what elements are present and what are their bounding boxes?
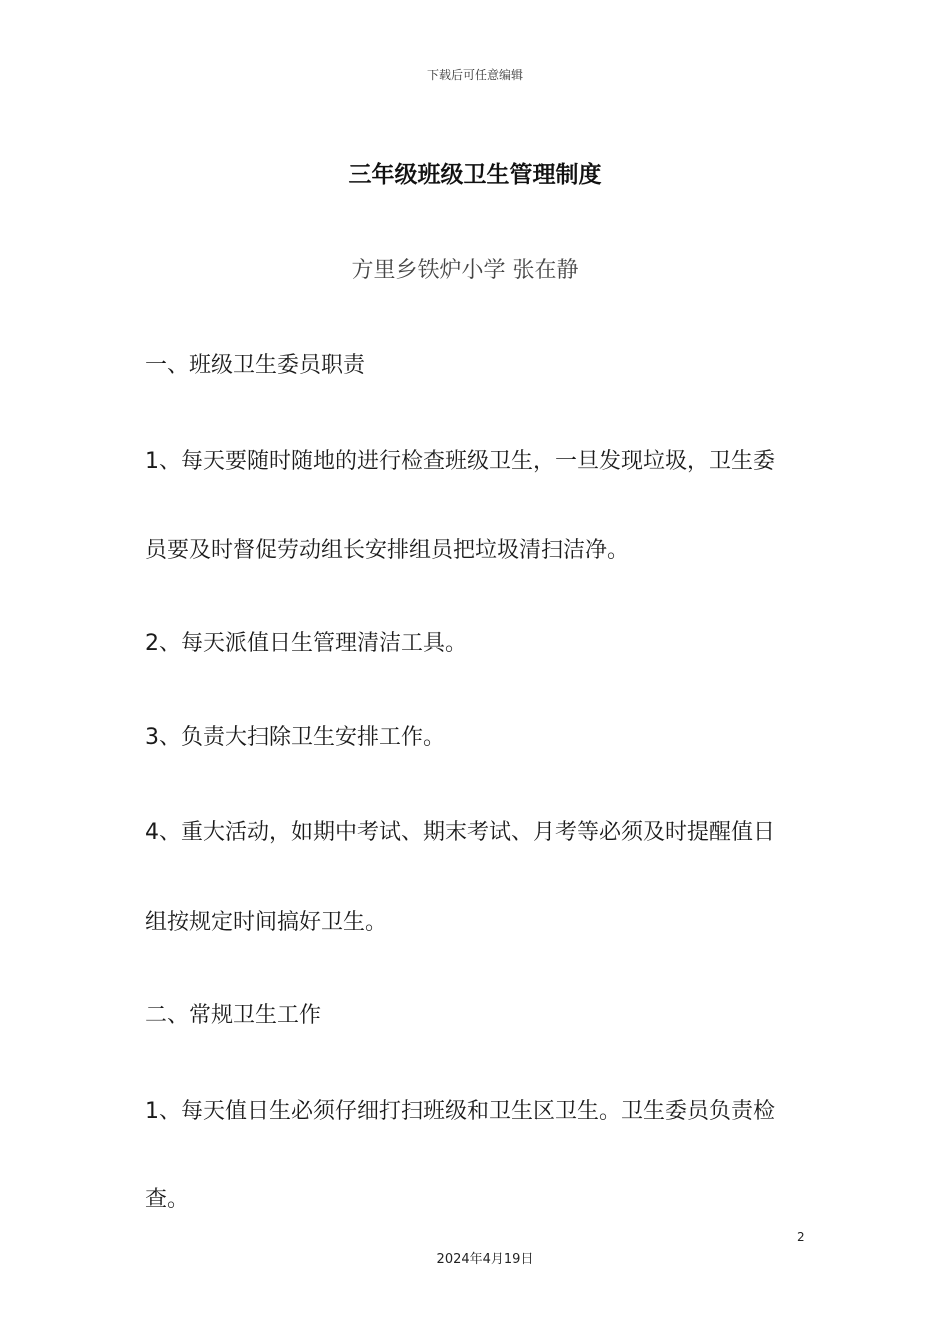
footer-date: 2024年4月19日: [436, 1252, 534, 1267]
paragraph-line: 1、每天要随时随地的进行检查班级卫生，一旦发现垃圾，卫生委: [145, 449, 775, 474]
document-author: 方里乡铁炉小学 张在静: [351, 258, 579, 283]
paragraph-line: 组按规定时间搞好卫生。: [145, 910, 388, 935]
paragraph-line: 1、每天值日生必须仔细打扫班级和卫生区卫生。卫生委员负责检: [145, 1099, 775, 1124]
paragraph-line: 4、重大活动，如期中考试、期末考试、月考等必须及时提醒值日: [145, 820, 775, 845]
section-heading-1: 一、班级卫生委员职责: [145, 353, 366, 378]
paragraph-line: 员要及时督促劳动组长安排组员把垃圾清扫洁净。: [145, 538, 630, 563]
header-note: 下载后可任意编辑: [426, 68, 523, 82]
paragraph-line: 3、负责大扫除卫生安排工作。: [145, 725, 445, 750]
paragraph-line: 查。: [145, 1187, 190, 1212]
section-heading-2: 二、常规卫生工作: [145, 1003, 322, 1028]
page-number: 2: [797, 1230, 805, 1244]
paragraph-line: 2、每天派值日生管理清洁工具。: [145, 631, 467, 656]
document-title: 三年级班级卫生管理制度: [348, 162, 602, 188]
